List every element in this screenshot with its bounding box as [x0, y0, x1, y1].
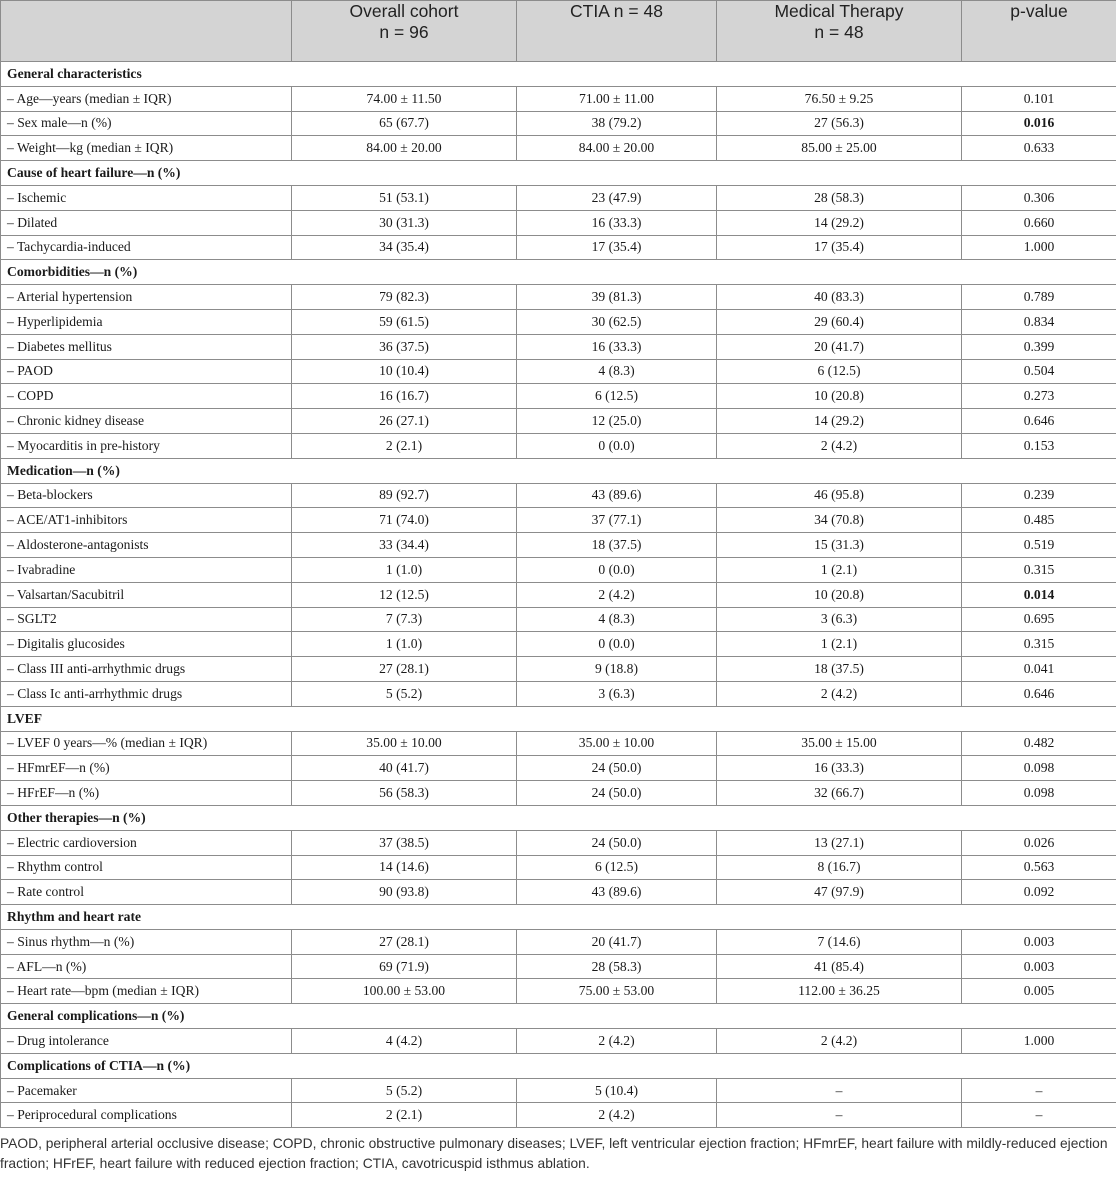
- cell-overall-cohort: 12 (12.5): [292, 582, 517, 607]
- cell-medical-therapy: 6 (12.5): [717, 359, 962, 384]
- table-row: [1, 334, 1116, 359]
- header-ctia: CTIA n = 48: [517, 1, 717, 62]
- cell-p-value: 0.315: [962, 632, 1116, 657]
- table-row: [1, 781, 1116, 806]
- cell-overall-cohort: 69 (71.9): [292, 954, 517, 979]
- cell-p-value: 0.003: [962, 954, 1116, 979]
- cell-p-value: 0.485: [962, 508, 1116, 533]
- cell-overall-cohort: 4 (4.2): [292, 1029, 517, 1054]
- cell-medical-therapy: 15 (31.3): [717, 533, 962, 558]
- cell-p-value: 0.563: [962, 855, 1116, 880]
- section-header-row: [1, 706, 1116, 731]
- row-label: – PAOD: [1, 359, 292, 384]
- cell-medical-therapy: 14 (29.2): [717, 210, 962, 235]
- cell-p-value: 0.633: [962, 136, 1116, 161]
- cell-p-value: 0.026: [962, 830, 1116, 855]
- row-label: – Age—years (median ± IQR): [1, 86, 292, 111]
- cell-ctia: 20 (41.7): [517, 929, 717, 954]
- cell-overall-cohort: 89 (92.7): [292, 483, 517, 508]
- row-label: – Ischemic: [1, 185, 292, 210]
- section-header-row: [1, 905, 1116, 930]
- table-row: [1, 830, 1116, 855]
- cell-overall-cohort: 33 (34.4): [292, 533, 517, 558]
- cell-ctia: 5 (10.4): [517, 1078, 717, 1103]
- table-row: [1, 309, 1116, 334]
- cell-p-value: 0.504: [962, 359, 1116, 384]
- cell-medical-therapy: 1 (2.1): [717, 632, 962, 657]
- row-label: – Periprocedural complications: [1, 1103, 292, 1128]
- row-label: – Tachycardia-induced: [1, 235, 292, 260]
- cell-p-value: 1.000: [962, 1029, 1116, 1054]
- cell-overall-cohort: 90 (93.8): [292, 880, 517, 905]
- cell-medical-therapy: 85.00 ± 25.00: [717, 136, 962, 161]
- table-row: [1, 508, 1116, 533]
- table-row: [1, 1103, 1116, 1128]
- row-label: – Diabetes mellitus: [1, 334, 292, 359]
- table-row: [1, 1029, 1116, 1054]
- cell-medical-therapy: 10 (20.8): [717, 384, 962, 409]
- cell-p-value: 0.660: [962, 210, 1116, 235]
- cell-medical-therapy: –: [717, 1103, 962, 1128]
- section-header-row: [1, 805, 1116, 830]
- cell-ctia: 2 (4.2): [517, 582, 717, 607]
- cell-ctia: 38 (79.2): [517, 111, 717, 136]
- cell-medical-therapy: 112.00 ± 36.25: [717, 979, 962, 1004]
- section-title: Rhythm and heart rate: [1, 905, 1116, 930]
- cell-medical-therapy: 46 (95.8): [717, 483, 962, 508]
- cell-ctia: 75.00 ± 53.00: [517, 979, 717, 1004]
- row-label: – Sinus rhythm—n (%): [1, 929, 292, 954]
- cell-overall-cohort: 27 (28.1): [292, 929, 517, 954]
- table-row: [1, 657, 1116, 682]
- section-title: Cause of heart failure—n (%): [1, 161, 1116, 186]
- cell-ctia: 16 (33.3): [517, 210, 717, 235]
- cell-overall-cohort: 1 (1.0): [292, 557, 517, 582]
- row-label: – Valsartan/Sacubitril: [1, 582, 292, 607]
- section-title: Other therapies—n (%): [1, 805, 1116, 830]
- cell-overall-cohort: 37 (38.5): [292, 830, 517, 855]
- cell-medical-therapy: 8 (16.7): [717, 855, 962, 880]
- cell-overall-cohort: 26 (27.1): [292, 409, 517, 434]
- cell-ctia: 12 (25.0): [517, 409, 717, 434]
- cell-ctia: 24 (50.0): [517, 830, 717, 855]
- table-row: [1, 409, 1116, 434]
- cell-overall-cohort: 7 (7.3): [292, 607, 517, 632]
- cell-ctia: 0 (0.0): [517, 433, 717, 458]
- cell-p-value: 0.306: [962, 185, 1116, 210]
- section-title: Medication—n (%): [1, 458, 1116, 483]
- cell-overall-cohort: 40 (41.7): [292, 756, 517, 781]
- cell-p-value: 0.834: [962, 309, 1116, 334]
- header-p-value: p-value: [962, 1, 1116, 62]
- table-row: [1, 979, 1116, 1004]
- section-header-row: [1, 458, 1116, 483]
- cell-p-value: 0.098: [962, 781, 1116, 806]
- cell-p-value: –: [962, 1103, 1116, 1128]
- row-label: – Arterial hypertension: [1, 285, 292, 310]
- cell-overall-cohort: 74.00 ± 11.50: [292, 86, 517, 111]
- header-overall-cohort: [292, 1, 517, 62]
- table-row: [1, 880, 1116, 905]
- cell-overall-cohort: 10 (10.4): [292, 359, 517, 384]
- cell-overall-cohort: 5 (5.2): [292, 681, 517, 706]
- cell-medical-therapy: 20 (41.7): [717, 334, 962, 359]
- cell-medical-therapy: 7 (14.6): [717, 929, 962, 954]
- cell-medical-therapy: 2 (4.2): [717, 433, 962, 458]
- cell-ctia: 24 (50.0): [517, 781, 717, 806]
- cell-p-value: 0.646: [962, 681, 1116, 706]
- cell-overall-cohort: 65 (67.7): [292, 111, 517, 136]
- cell-p-value: 0.273: [962, 384, 1116, 409]
- cell-ctia: 2 (4.2): [517, 1103, 717, 1128]
- section-header-row: [1, 1053, 1116, 1078]
- table-row: [1, 681, 1116, 706]
- cell-overall-cohort: 36 (37.5): [292, 334, 517, 359]
- row-label: – Rhythm control: [1, 855, 292, 880]
- section-header-row: [1, 1004, 1116, 1029]
- table-row: [1, 285, 1116, 310]
- cell-overall-cohort: 30 (31.3): [292, 210, 517, 235]
- table-row: [1, 557, 1116, 582]
- table-row: [1, 954, 1116, 979]
- row-label: – ACE/AT1-inhibitors: [1, 508, 292, 533]
- cell-ctia: 24 (50.0): [517, 756, 717, 781]
- row-label: – Beta-blockers: [1, 483, 292, 508]
- row-label: – COPD: [1, 384, 292, 409]
- cell-ctia: 16 (33.3): [517, 334, 717, 359]
- table-row: [1, 111, 1116, 136]
- header-overall-title: Overall cohort: [349, 1, 459, 21]
- cell-p-value: 0.646: [962, 409, 1116, 434]
- cell-medical-therapy: 35.00 ± 15.00: [717, 731, 962, 756]
- cell-overall-cohort: 56 (58.3): [292, 781, 517, 806]
- cell-medical-therapy: 34 (70.8): [717, 508, 962, 533]
- cell-overall-cohort: 59 (61.5): [292, 309, 517, 334]
- cell-medical-therapy: 41 (85.4): [717, 954, 962, 979]
- cell-overall-cohort: 84.00 ± 20.00: [292, 136, 517, 161]
- cell-overall-cohort: 2 (2.1): [292, 433, 517, 458]
- cell-ctia: 84.00 ± 20.00: [517, 136, 717, 161]
- section-header-row: [1, 62, 1116, 87]
- cell-ctia: 39 (81.3): [517, 285, 717, 310]
- cell-medical-therapy: 40 (83.3): [717, 285, 962, 310]
- row-label: – Sex male—n (%): [1, 111, 292, 136]
- row-label: – Heart rate—bpm (median ± IQR): [1, 979, 292, 1004]
- cell-p-value: 1.000: [962, 235, 1116, 260]
- table-row: [1, 235, 1116, 260]
- cell-p-value: –: [962, 1078, 1116, 1103]
- cell-medical-therapy: 27 (56.3): [717, 111, 962, 136]
- header-medical-n: n = 48: [814, 22, 864, 42]
- cell-p-value: 0.399: [962, 334, 1116, 359]
- cell-overall-cohort: 27 (28.1): [292, 657, 517, 682]
- cell-p-value: 0.016: [962, 111, 1116, 136]
- cell-ctia: 6 (12.5): [517, 855, 717, 880]
- cell-overall-cohort: 71 (74.0): [292, 508, 517, 533]
- cell-p-value: 0.041: [962, 657, 1116, 682]
- section-title: General complications—n (%): [1, 1004, 1116, 1029]
- cell-p-value: 0.519: [962, 533, 1116, 558]
- cell-ctia: 71.00 ± 11.00: [517, 86, 717, 111]
- table-row: [1, 359, 1116, 384]
- cell-ctia: 3 (6.3): [517, 681, 717, 706]
- table-row: [1, 86, 1116, 111]
- cell-overall-cohort: 14 (14.6): [292, 855, 517, 880]
- cell-ctia: 28 (58.3): [517, 954, 717, 979]
- row-label: – Dilated: [1, 210, 292, 235]
- section-header-row: [1, 260, 1116, 285]
- table-row: [1, 607, 1116, 632]
- table-row: [1, 433, 1116, 458]
- table-row: [1, 855, 1116, 880]
- table-row: [1, 756, 1116, 781]
- row-label: – Ivabradine: [1, 557, 292, 582]
- cell-overall-cohort: 1 (1.0): [292, 632, 517, 657]
- cell-medical-therapy: 2 (4.2): [717, 1029, 962, 1054]
- cell-p-value: 0.098: [962, 756, 1116, 781]
- cell-medical-therapy: –: [717, 1078, 962, 1103]
- row-label: – Class III anti-arrhythmic drugs: [1, 657, 292, 682]
- row-label: – LVEF 0 years—% (median ± IQR): [1, 731, 292, 756]
- cell-p-value: 0.482: [962, 731, 1116, 756]
- row-label: – Hyperlipidemia: [1, 309, 292, 334]
- cell-ctia: 43 (89.6): [517, 483, 717, 508]
- cell-medical-therapy: 76.50 ± 9.25: [717, 86, 962, 111]
- cell-medical-therapy: 18 (37.5): [717, 657, 962, 682]
- cell-ctia: 37 (77.1): [517, 508, 717, 533]
- cell-overall-cohort: 51 (53.1): [292, 185, 517, 210]
- row-label: – Drug intolerance: [1, 1029, 292, 1054]
- cell-ctia: 0 (0.0): [517, 557, 717, 582]
- table-footnote: PAOD, peripheral arterial occlusive disease; COPD, chronic obstructive pulmonary diseases; LVEF, left ventricular ejection fraction; HFmrEF, heart failure with mildly-reduced ejection fraction; HFrEF, heart failure with reduced ejection fraction; CTIA, cavotricuspid isthmus ablation.: [0, 1136, 1108, 1171]
- table-row: [1, 533, 1116, 558]
- row-label: – Aldosterone-antagonists: [1, 533, 292, 558]
- cell-p-value: 0.014: [962, 582, 1116, 607]
- header-medical-therapy: [717, 1, 962, 62]
- cell-medical-therapy: 1 (2.1): [717, 557, 962, 582]
- table-row: [1, 731, 1116, 756]
- cell-medical-therapy: 28 (58.3): [717, 185, 962, 210]
- cell-p-value: 0.005: [962, 979, 1116, 1004]
- cell-medical-therapy: 13 (27.1): [717, 830, 962, 855]
- cell-medical-therapy: 47 (97.9): [717, 880, 962, 905]
- cell-ctia: 23 (47.9): [517, 185, 717, 210]
- row-label: – Digitalis glucosides: [1, 632, 292, 657]
- cell-ctia: 4 (8.3): [517, 607, 717, 632]
- table-row: [1, 384, 1116, 409]
- cell-p-value: 0.003: [962, 929, 1116, 954]
- cell-medical-therapy: 16 (33.3): [717, 756, 962, 781]
- table-row: [1, 136, 1116, 161]
- cell-ctia: 35.00 ± 10.00: [517, 731, 717, 756]
- cell-medical-therapy: 10 (20.8): [717, 582, 962, 607]
- row-label: – Electric cardioversion: [1, 830, 292, 855]
- cell-ctia: 0 (0.0): [517, 632, 717, 657]
- section-header-row: [1, 161, 1116, 186]
- section-title: LVEF: [1, 706, 1116, 731]
- section-title: Comorbidities—n (%): [1, 260, 1116, 285]
- row-label: – Class Ic anti-arrhythmic drugs: [1, 681, 292, 706]
- cell-ctia: 6 (12.5): [517, 384, 717, 409]
- table-row: [1, 483, 1116, 508]
- row-label: – Weight—kg (median ± IQR): [1, 136, 292, 161]
- row-label: – Chronic kidney disease: [1, 409, 292, 434]
- cell-p-value: 0.239: [962, 483, 1116, 508]
- row-label: – AFL—n (%): [1, 954, 292, 979]
- cell-medical-therapy: 29 (60.4): [717, 309, 962, 334]
- cell-p-value: 0.789: [962, 285, 1116, 310]
- table-row: [1, 210, 1116, 235]
- cell-ctia: 18 (37.5): [517, 533, 717, 558]
- table-row: [1, 929, 1116, 954]
- table-header: [1, 1, 1116, 62]
- cell-medical-therapy: 32 (66.7): [717, 781, 962, 806]
- cell-overall-cohort: 16 (16.7): [292, 384, 517, 409]
- cell-p-value: 0.315: [962, 557, 1116, 582]
- cell-overall-cohort: 2 (2.1): [292, 1103, 517, 1128]
- cell-ctia: 9 (18.8): [517, 657, 717, 682]
- table-body: [1, 62, 1116, 1128]
- cell-p-value: 0.092: [962, 880, 1116, 905]
- cell-medical-therapy: 3 (6.3): [717, 607, 962, 632]
- header-stub: [1, 1, 292, 62]
- row-label: – HFrEF—n (%): [1, 781, 292, 806]
- cell-overall-cohort: 5 (5.2): [292, 1078, 517, 1103]
- table-row: [1, 582, 1116, 607]
- cell-p-value: 0.153: [962, 433, 1116, 458]
- row-label: – SGLT2: [1, 607, 292, 632]
- row-label: – HFmrEF—n (%): [1, 756, 292, 781]
- cell-p-value: 0.695: [962, 607, 1116, 632]
- cell-ctia: 4 (8.3): [517, 359, 717, 384]
- cell-medical-therapy: 14 (29.2): [717, 409, 962, 434]
- cell-p-value: 0.101: [962, 86, 1116, 111]
- section-title: Complications of CTIA—n (%): [1, 1053, 1116, 1078]
- section-title: General characteristics: [1, 62, 1116, 87]
- cell-overall-cohort: 34 (35.4): [292, 235, 517, 260]
- cell-ctia: 30 (62.5): [517, 309, 717, 334]
- cell-ctia: 17 (35.4): [517, 235, 717, 260]
- table-row: [1, 632, 1116, 657]
- cell-overall-cohort: 100.00 ± 53.00: [292, 979, 517, 1004]
- header-overall-n: n = 96: [379, 22, 429, 42]
- row-label: – Myocarditis in pre-history: [1, 433, 292, 458]
- cell-ctia: 2 (4.2): [517, 1029, 717, 1054]
- row-label: – Pacemaker: [1, 1078, 292, 1103]
- cell-ctia: 43 (89.6): [517, 880, 717, 905]
- table-row: [1, 1078, 1116, 1103]
- cell-overall-cohort: 79 (82.3): [292, 285, 517, 310]
- cell-medical-therapy: 17 (35.4): [717, 235, 962, 260]
- table-row: [1, 185, 1116, 210]
- cell-overall-cohort: 35.00 ± 10.00: [292, 731, 517, 756]
- header-medical-title: Medical Therapy: [774, 1, 904, 21]
- row-label: – Rate control: [1, 880, 292, 905]
- cell-medical-therapy: 2 (4.2): [717, 681, 962, 706]
